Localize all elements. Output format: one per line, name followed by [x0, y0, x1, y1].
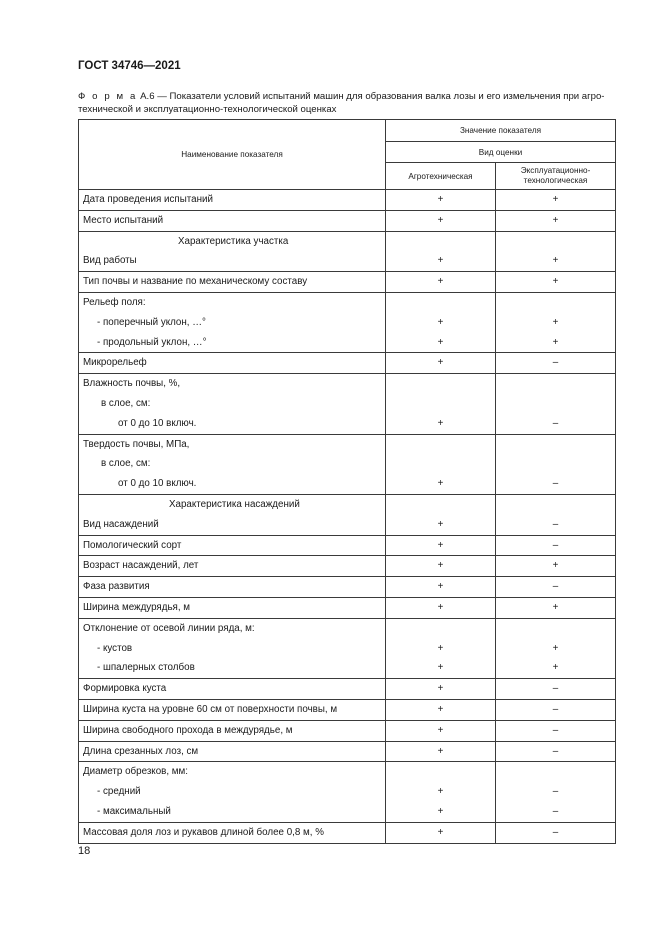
- table-row: [79, 374, 616, 434]
- indicator-name-cell: [79, 210, 386, 231]
- expl-mark-cell: [496, 822, 616, 843]
- header-value: Значение показателя: [386, 120, 616, 142]
- header-name: Наименование показателя: [79, 120, 386, 190]
- expl-mark-cell: [496, 762, 616, 822]
- mark: +: [437, 276, 444, 288]
- agro-mark-cell: [386, 374, 496, 434]
- indicator-name-cell: [79, 374, 386, 434]
- mark: +: [552, 316, 559, 328]
- mark: [390, 619, 491, 639]
- mark: +: [437, 601, 444, 613]
- agro-mark-cell: [386, 577, 496, 598]
- indicator-line: от 0 до 10 включ.: [118, 478, 197, 490]
- agro-mark-cell: [386, 231, 496, 272]
- expl-mark-cell: [496, 577, 616, 598]
- mark: [390, 293, 491, 313]
- mark: –: [552, 357, 559, 369]
- indicator-name-cell: [79, 231, 386, 272]
- mark: +: [437, 683, 444, 695]
- expl-mark-cell: [496, 679, 616, 700]
- mark: +: [552, 214, 559, 226]
- indicator-name-cell: [79, 190, 386, 211]
- mark: [390, 232, 491, 252]
- indicator-line: - средний: [97, 786, 141, 798]
- table-row: [79, 699, 616, 720]
- mark: +: [437, 478, 444, 490]
- indicator-line: - поперечный уклон, …°: [97, 316, 206, 328]
- header-kind: Вид оценки: [386, 142, 616, 163]
- mark: +: [552, 560, 559, 572]
- indicator-line: - продольный уклон, …°: [97, 336, 207, 348]
- expl-mark-cell: [496, 699, 616, 720]
- mark: +: [437, 316, 444, 328]
- table-row: [79, 292, 616, 352]
- indicator-name-cell: [79, 597, 386, 618]
- mark: +: [552, 255, 559, 267]
- mark: [500, 495, 611, 515]
- indicator-line: Твердость почвы, МПа,: [83, 438, 190, 450]
- mark: [500, 374, 611, 394]
- mark: [390, 495, 491, 515]
- mark: [500, 293, 611, 313]
- indicator-name-cell: [79, 494, 386, 535]
- page-number: 18: [78, 845, 91, 857]
- indicator-line: Ширина свободного прохода в междурядье, м: [83, 724, 293, 736]
- table-row: [79, 494, 616, 535]
- indicator-name-cell: [79, 577, 386, 598]
- indicator-name-cell: [79, 556, 386, 577]
- table-row: [79, 535, 616, 556]
- indicator-line: Помологический сорт: [83, 539, 182, 551]
- indicator-line: Фаза развития: [83, 581, 150, 593]
- indicator-line: Ширина куста на уровне 60 см от поверхности почвы, м: [83, 703, 338, 715]
- indicator-line: Вид насаждений: [83, 518, 159, 530]
- indicator-line: Характеристика насаждений: [169, 498, 300, 510]
- table-row: [79, 762, 616, 822]
- table-row: [79, 618, 616, 678]
- mark: [390, 435, 491, 455]
- agro-mark-cell: [386, 272, 496, 293]
- agro-mark-cell: [386, 190, 496, 211]
- mark: +: [552, 642, 559, 654]
- indicator-line: Длина срезанных лоз, см: [83, 745, 199, 757]
- mark: [390, 374, 491, 394]
- expl-mark-cell: [496, 741, 616, 762]
- expl-mark-cell: [496, 353, 616, 374]
- agro-mark-cell: [386, 210, 496, 231]
- indicator-line: Формировка куста: [83, 683, 167, 695]
- mark: [500, 619, 611, 639]
- mark: +: [437, 336, 444, 348]
- expl-mark-cell: [496, 618, 616, 678]
- mark: +: [437, 417, 444, 429]
- mark: +: [437, 581, 444, 593]
- mark: –: [552, 805, 559, 817]
- indicator-line: от 0 до 10 включ.: [118, 417, 197, 429]
- mark: +: [437, 724, 444, 736]
- mark: +: [552, 336, 559, 348]
- indicator-name-cell: [79, 699, 386, 720]
- mark: +: [437, 194, 444, 205]
- mark: –: [552, 786, 559, 798]
- expl-mark-cell: [496, 434, 616, 494]
- mark: +: [437, 642, 444, 654]
- table-row: [79, 597, 616, 618]
- indicators-table: [78, 119, 616, 844]
- indicator-name-cell: [79, 762, 386, 822]
- mark: –: [552, 724, 559, 736]
- mark: [500, 454, 611, 474]
- agro-mark-cell: [386, 822, 496, 843]
- expl-mark-cell: [496, 231, 616, 272]
- indicator-name-cell: [79, 679, 386, 700]
- agro-mark-cell: [386, 292, 496, 352]
- expl-mark-cell: [496, 272, 616, 293]
- mark: [390, 454, 491, 474]
- mark: [500, 435, 611, 455]
- table-row: [79, 272, 616, 293]
- mark: +: [552, 194, 559, 205]
- expl-mark-cell: [496, 494, 616, 535]
- indicator-line: Вид работы: [83, 255, 137, 267]
- header-agro: Агротехническая: [386, 163, 496, 190]
- expl-mark-cell: [496, 556, 616, 577]
- agro-mark-cell: [386, 597, 496, 618]
- agro-mark-cell: [386, 535, 496, 556]
- mark: +: [437, 786, 444, 798]
- mark: –: [552, 703, 559, 715]
- mark: [390, 762, 491, 782]
- mark: +: [552, 601, 559, 613]
- mark: [500, 232, 611, 252]
- mark: +: [552, 662, 559, 674]
- expl-mark-cell: [496, 597, 616, 618]
- expl-mark-cell: [496, 292, 616, 352]
- mark: +: [437, 662, 444, 674]
- indicator-name-cell: [79, 822, 386, 843]
- mark: +: [437, 214, 444, 226]
- mark: +: [437, 255, 444, 267]
- indicator-line: Возраст насаждений, лет: [83, 560, 199, 572]
- indicator-name-cell: [79, 741, 386, 762]
- mark: +: [437, 560, 444, 572]
- expl-mark-cell: [496, 210, 616, 231]
- mark: –: [552, 683, 559, 695]
- mark: +: [437, 539, 444, 551]
- table-row: [79, 720, 616, 741]
- agro-mark-cell: [386, 556, 496, 577]
- indicator-name-cell: [79, 618, 386, 678]
- mark: [390, 394, 491, 414]
- table-caption: [78, 91, 618, 116]
- table-row: [79, 231, 616, 272]
- expl-mark-cell: [496, 374, 616, 434]
- indicator-line: - кустов: [97, 642, 133, 654]
- indicator-line: Дата проведения испытаний: [83, 194, 213, 205]
- expl-mark-cell: [496, 535, 616, 556]
- mark: +: [437, 518, 444, 530]
- caption-text: А.6 — Показатели условий испытаний машин для образования валка лозы и его измельчения при агро-: [137, 91, 605, 102]
- document-code: ГОСТ 34746—2021: [78, 60, 181, 72]
- indicator-line: Диаметр обрезков, мм:: [83, 766, 188, 778]
- indicator-line: Тип почвы и название по механическому составу: [83, 276, 308, 288]
- mark: +: [437, 703, 444, 715]
- agro-mark-cell: [386, 494, 496, 535]
- table-row: [79, 210, 616, 231]
- indicator-name-cell: [79, 292, 386, 352]
- mark: –: [552, 826, 559, 838]
- agro-mark-cell: [386, 720, 496, 741]
- agro-mark-cell: [386, 353, 496, 374]
- table-row: [79, 822, 616, 843]
- table-row: [79, 741, 616, 762]
- indicator-name-cell: [79, 353, 386, 374]
- mark: +: [437, 357, 444, 369]
- mark: [500, 394, 611, 414]
- indicator-line: Рельеф поля:: [83, 296, 146, 308]
- mark: +: [437, 805, 444, 817]
- mark: –: [552, 745, 559, 757]
- indicator-name-cell: [79, 272, 386, 293]
- mark: –: [552, 478, 559, 490]
- indicator-line: Влажность почвы, %,: [83, 378, 181, 390]
- mark: –: [552, 417, 559, 429]
- mark: –: [552, 539, 559, 551]
- table-row: [79, 190, 616, 211]
- caption-text-2: технической и эксплуатационно-технологической оценках: [78, 103, 337, 115]
- indicator-line: Микрорельеф: [83, 357, 147, 369]
- table-row: [79, 577, 616, 598]
- indicator-name-cell: [79, 434, 386, 494]
- expl-mark-cell: [496, 720, 616, 741]
- indicator-line: Ширина междурядья, м: [83, 601, 191, 613]
- indicator-line: Место испытаний: [83, 214, 164, 226]
- table-row: [79, 679, 616, 700]
- agro-mark-cell: [386, 618, 496, 678]
- mark: –: [552, 518, 559, 530]
- table-row: [79, 434, 616, 494]
- table-row: [79, 353, 616, 374]
- indicator-line: - шпалерных столбов: [97, 662, 195, 674]
- agro-mark-cell: [386, 762, 496, 822]
- agro-mark-cell: [386, 699, 496, 720]
- table-body: [79, 190, 616, 844]
- agro-mark-cell: [386, 434, 496, 494]
- indicator-line: Массовая доля лоз и рукавов длиной более 0,8 м, %: [83, 826, 324, 838]
- expl-mark-cell: [496, 190, 616, 211]
- indicator-line: Характеристика участка: [178, 235, 289, 247]
- indicator-name-cell: [79, 535, 386, 556]
- indicator-line: в слое, см:: [101, 397, 151, 409]
- indicator-line: Отклонение от осевой линии ряда, м:: [83, 622, 255, 634]
- agro-mark-cell: [386, 679, 496, 700]
- mark: +: [552, 276, 559, 288]
- mark: –: [552, 581, 559, 593]
- indicator-line: - максимальный: [97, 805, 171, 817]
- caption-forma: Ф о р м а: [78, 91, 138, 102]
- table-row: [79, 556, 616, 577]
- indicator-line: в слое, см:: [101, 458, 151, 470]
- indicator-name-cell: [79, 720, 386, 741]
- header-expl: Эксплуатационно- технологическая: [496, 163, 616, 190]
- mark: +: [437, 826, 444, 838]
- agro-mark-cell: [386, 741, 496, 762]
- mark: +: [437, 745, 444, 757]
- mark: [500, 762, 611, 782]
